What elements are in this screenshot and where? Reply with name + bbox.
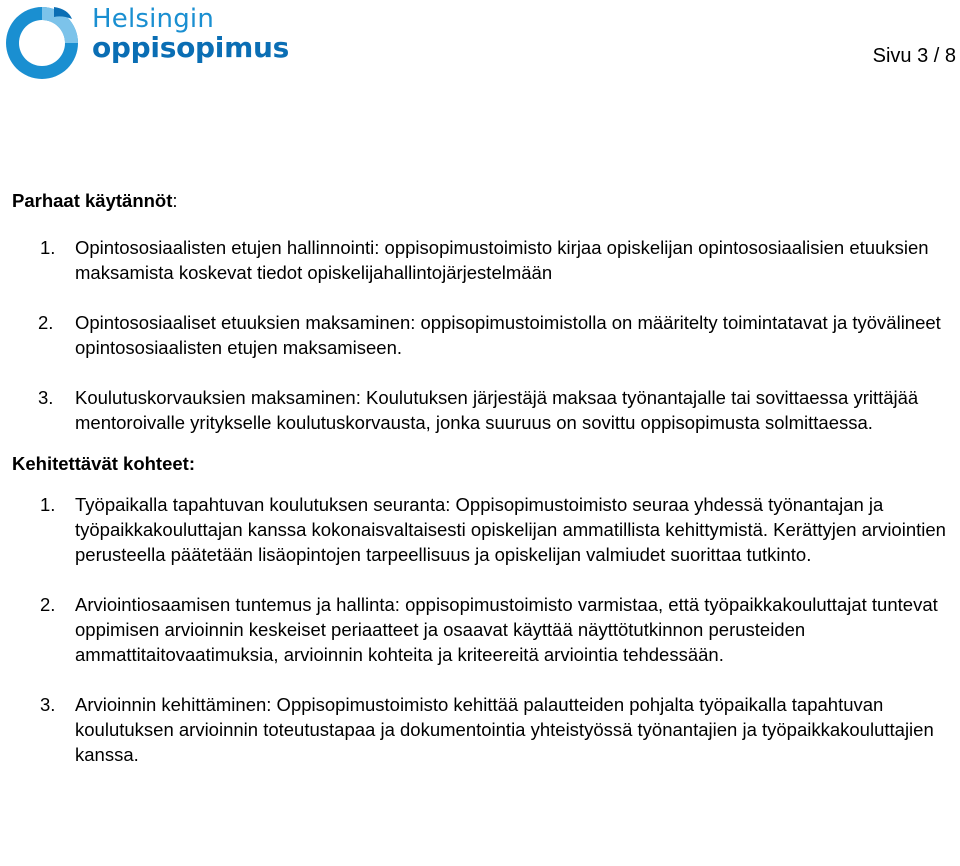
logo-line-helsingin: Helsingin: [92, 4, 215, 34]
page-header: [0, 0, 960, 110]
helsinki-logo-icon: [2, 3, 82, 83]
list-item: [12, 235, 952, 285]
list-item-text: Työpaikalla tapahtuvan koulutuksen seuranta: Oppisopimustoimisto seuraa yhdessä työnantajan ja työpaikkakouluttajan kanssa kokonaisvaltaisesti opiskelijan ammatillista kehittymistä. Kerättyjen arviointien perusteella päätetään lisäopintojen tarpeellisuus ja opiskelijan valmiudet suorittaa tutkinto.: [75, 494, 946, 565]
page-number: Sivu 3 / 8: [872, 45, 956, 67]
list-item-number: 2.: [38, 312, 54, 333]
list-item: [12, 385, 952, 435]
list-item: [12, 310, 952, 360]
list-item-text: Opintososiaaliset etuuksien maksaminen: oppisopimustoimistolla on määritelty toimintatavat ja työvälineet opintososiaalisten etujen maksamiseen.: [75, 312, 941, 358]
logo-line-oppisopimus: oppisopimus: [92, 31, 289, 64]
list-item: [12, 692, 952, 767]
list-item-number: 1.: [40, 494, 56, 515]
list-item-text: Opintososiaalisten etujen hallinnointi: oppisopimustoimisto kirjaa opiskelijan opintososiaalisien etuuksien maksamista koskevat tiedot opiskelijahallintojärjestelmään: [75, 237, 929, 283]
best-practices-list: [12, 235, 952, 435]
logo-wordmark: [92, 6, 289, 62]
list-item-text: Arviointiosaamisen tuntemus ja hallinta: oppisopimustoimisto varmistaa, että työpaikkakouluttajat tuntevat oppimisen arvioinnin keskeiset periaatteet ja osaavat käyttää näyttötutkinnon perusteiden ammattitaitovaatimuksia, arvioinnin kohteita ja kriteereitä arviointia tehdessään.: [75, 594, 938, 665]
list-item: [12, 592, 952, 667]
list-item-number: 1.: [40, 237, 56, 258]
best-practices-heading-text: Parhaat käytännöt: [12, 190, 173, 211]
best-practices-heading-colon: :: [172, 190, 178, 211]
list-item-number: 2.: [40, 594, 56, 615]
list-item-number: 3.: [40, 694, 56, 715]
list-item-text: Arvioinnin kehittäminen: Oppisopimustoimisto kehittää palautteiden pohjalta työpaikalla tapahtuvan koulutuksen arvioinnin toteutustapaa ja dokumentointia yhteistyössä työnantajien ja työpaikkakouluttajien kanssa.: [75, 694, 934, 765]
development-targets-list: [12, 492, 952, 767]
list-item: [12, 492, 952, 567]
list-item-number: 3.: [38, 387, 54, 408]
development-targets-heading: Kehitettävät kohteet:: [12, 453, 195, 474]
best-practices-heading: [12, 188, 952, 213]
list-item-text: Koulutuskorvauksien maksaminen: Koulutuksen järjestäjä maksaa työnantajalle tai sovittaessa yrittäjää mentoroivalle yritykselle koulutuskorvausta, jonka suuruus on sovittu oppisopimusta solmittaessa.: [75, 387, 919, 433]
document-body: [12, 188, 952, 767]
